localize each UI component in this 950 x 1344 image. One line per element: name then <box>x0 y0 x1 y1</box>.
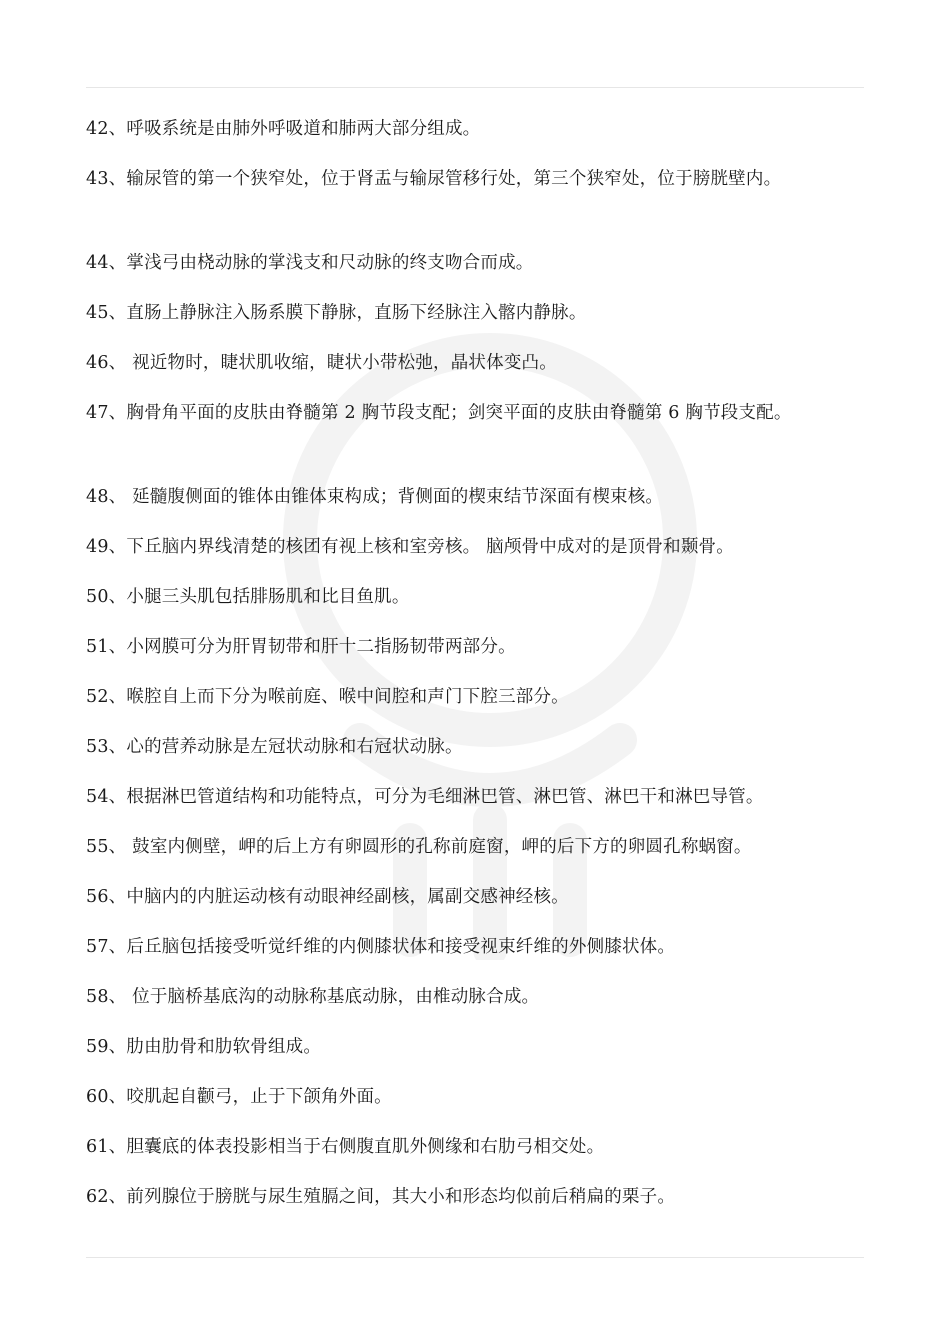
list-item: 55、 鼓室内侧壁，岬的后上方有卵圆形的孔称前庭窗，岬的后下方的卵圆孔称蜗窗。 <box>86 837 752 857</box>
list-item: 43、输尿管的第一个狭窄处，位于肾盂与输尿管移行处，第三个狭窄处，位于膀胱壁内。 <box>86 169 782 189</box>
list-item: 56、中脑内的内脏运动核有动眼神经副核，属副交感神经核。 <box>86 887 569 907</box>
list-item: 48、 延髓腹侧面的锥体由锥体束构成；背侧面的楔束结节深面有楔束核。 <box>86 487 664 507</box>
list-item: 47、胸骨角平面的皮肤由脊髓第 2 胸节段支配；剑突平面的皮肤由脊髓第 6 胸节段支配。 <box>86 403 792 423</box>
footer-rule <box>86 1257 864 1258</box>
list-item: 51、小网膜可分为肝胃韧带和肝十二指肠韧带两部分。 <box>86 637 516 657</box>
list-item: 61、胆囊底的体表投影相当于右侧腹直肌外侧缘和右肋弓相交处。 <box>86 1137 605 1157</box>
list-item: 45、直肠上静脉注入肠系膜下静脉，直肠下经脉注入髂内静脉。 <box>86 303 587 323</box>
list-item: 50、小腿三头肌包括腓肠肌和比目鱼肌。 <box>86 587 410 607</box>
header-rule <box>86 87 864 88</box>
document-body <box>86 112 886 1230</box>
list-item: 59、肋由肋骨和肋软骨组成。 <box>86 1037 322 1057</box>
list-item: 49、下丘脑内界线清楚的核团有视上核和室旁核。 脑颅骨中成对的是顶骨和颞骨。 <box>86 537 734 557</box>
list-item: 46、 视近物时，睫状肌收缩，睫状小带松弛，晶状体变凸。 <box>86 353 557 373</box>
list-item: 57、后丘脑包括接受听觉纤维的内侧膝状体和接受视束纤维的外侧膝状体。 <box>86 937 676 957</box>
list-item: 60、咬肌起自颧弓，止于下颌角外面。 <box>86 1087 392 1107</box>
list-item: 42、呼吸系统是由肺外呼吸道和肺两大部分组成。 <box>86 119 481 139</box>
list-item: 44、掌浅弓由桡动脉的掌浅支和尺动脉的终支吻合而成。 <box>86 253 534 273</box>
list-item: 52、喉腔自上而下分为喉前庭、喉中间腔和声门下腔三部分。 <box>86 687 569 707</box>
list-item: 62、前列腺位于膀胱与尿生殖膈之间，其大小和形态均似前后稍扁的栗子。 <box>86 1187 676 1207</box>
list-item: 58、 位于脑桥基底沟的动脉称基底动脉，由椎动脉合成。 <box>86 987 540 1007</box>
list-item: 54、根据淋巴管道结构和功能特点，可分为毛细淋巴管、淋巴管、淋巴干和淋巴导管。 <box>86 787 764 807</box>
list-item: 53、心的营养动脉是左冠状动脉和右冠状动脉。 <box>86 737 463 757</box>
